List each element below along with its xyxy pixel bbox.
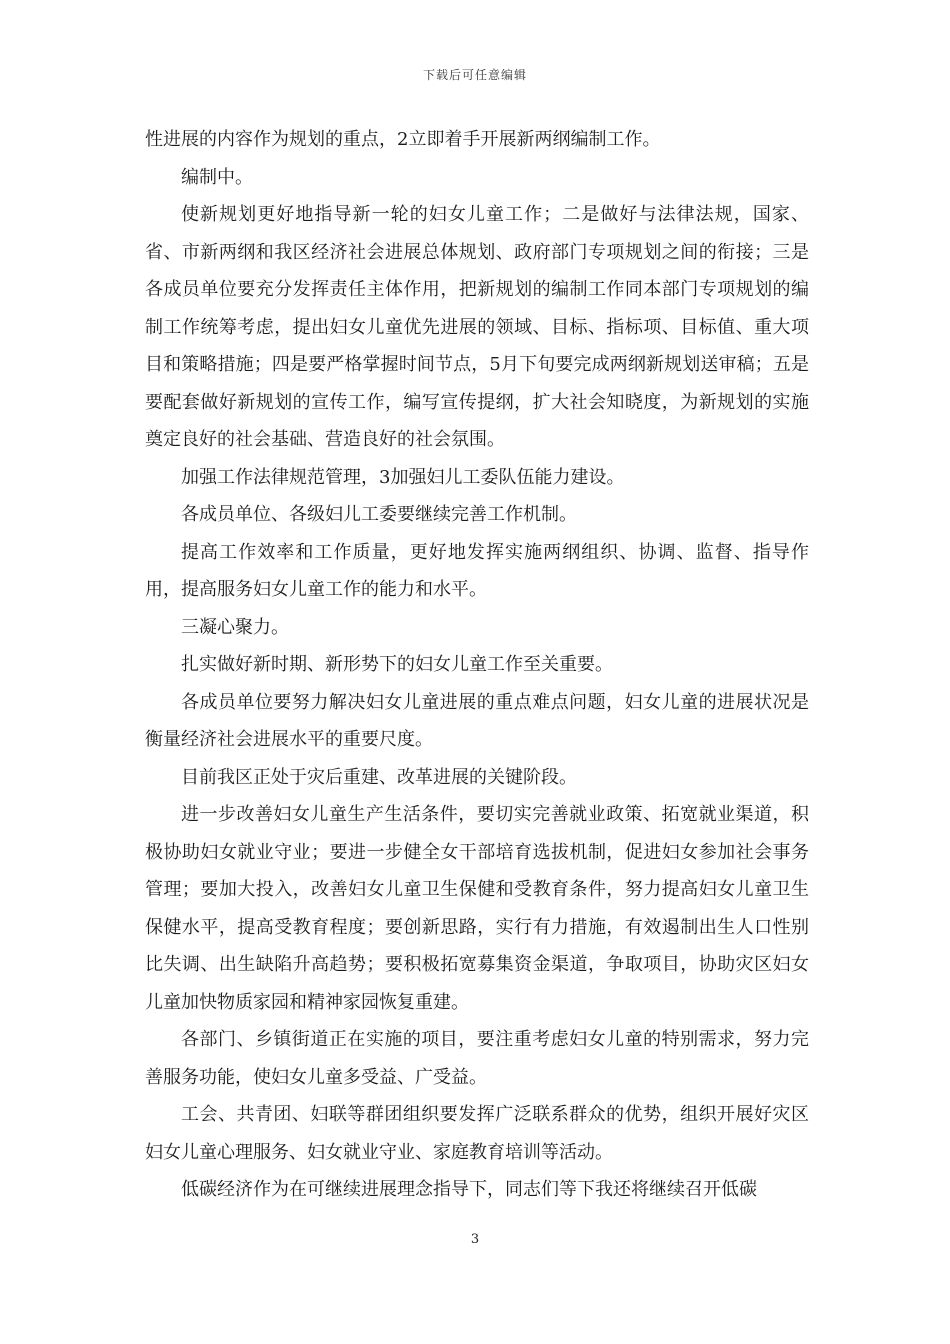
paragraph: 各部门、乡镇街道正在实施的项目，要注重考虑妇女儿童的特别需求，努力完善服务功能，使妇女儿童多受益、广受益。 — [145, 1029, 809, 1088]
paragraph: 加强工作法律规范管理，3加强妇儿工委队伍能力建设。 — [181, 466, 625, 488]
paragraph: 提高工作效率和工作质量，更好地发挥实施两纲组织、协调、监督、指导作用，提高服务妇女儿童工作的能力和水平。 — [145, 541, 809, 600]
paragraph: 编制中。 — [181, 166, 253, 188]
paragraph: 工会、共青团、妇联等群团组织要发挥广泛联系群众的优势，组织开展好灾区妇女儿童心理服务、妇女就业守业、家庭教育培训等活动。 — [145, 1104, 809, 1163]
paragraph: 目前我区正处于灾后重建、改革进展的关键阶段。 — [181, 766, 577, 788]
paragraph: 低碳经济作为在可继续进展理念指导下，同志们等下我还将继续召开低碳 — [181, 1179, 757, 1200]
paragraph: 扎实做好新时期、新形势下的妇女儿童工作至关重要。 — [181, 654, 613, 675]
paragraph: 进一步改善妇女儿童生产生活条件，要切实完善就业政策、拓宽就业渠道，积极协助妇女就业守业；要进一步健全女干部培育选拔机制，促进妇女参加社会事务管理；要加大投入，改善妇女儿童卫生保健和受教育条件，努力提高妇女儿童卫生保健水平，提高受教育程度；要创新思路，实行有力措施，有效遏制出生人口性别比失调、出生缺陷升高趋势；要积极拓宽募集资金渠道，争取项目，协助灾区妇女儿童加快物质家园和精神家园恢复重建。 — [145, 804, 809, 1013]
paragraph: 各成员单位要努力解决妇女儿童进展的重点难点问题，妇女儿童的进展状况是衡量经济社会进展水平的重要尺度。 — [145, 691, 809, 750]
paragraph: 性进展的内容作为规划的重点，2立即着手开展新两纲编制工作。 — [145, 129, 661, 150]
paragraph: 各成员单位、各级妇儿工委要继续完善工作机制。 — [181, 504, 577, 525]
paragraph: 使新规划更好地指导新一轮的妇女儿童工作；二是做好与法律法规，国家、省、市新两纲和我区经济社会进展总体规划、政府部门专项规划之间的衔接；三是各成员单位要充分发挥责任主体作用，把新规划的编制工作同本部门专项规划的编制工作统筹考虑，提出妇女儿童优先进展的领域、目标、指标项、目标值、重大项目和策略措施；四是要严格掌握时间节点，5月下旬要完成两纲新规划送审稿；五是要配套做好新规划的宣传工作，编写宣传提纲，扩大社会知晓度，为新规划的实施奠定良好的社会基础、营造良好的社会氛围。 — [145, 204, 809, 450]
paragraph: 三凝心聚力。 — [181, 616, 289, 638]
page-header: 下载后可任意编辑 — [422, 68, 527, 82]
document-body — [145, 121, 809, 1209]
page-number: 3 — [470, 1232, 480, 1247]
